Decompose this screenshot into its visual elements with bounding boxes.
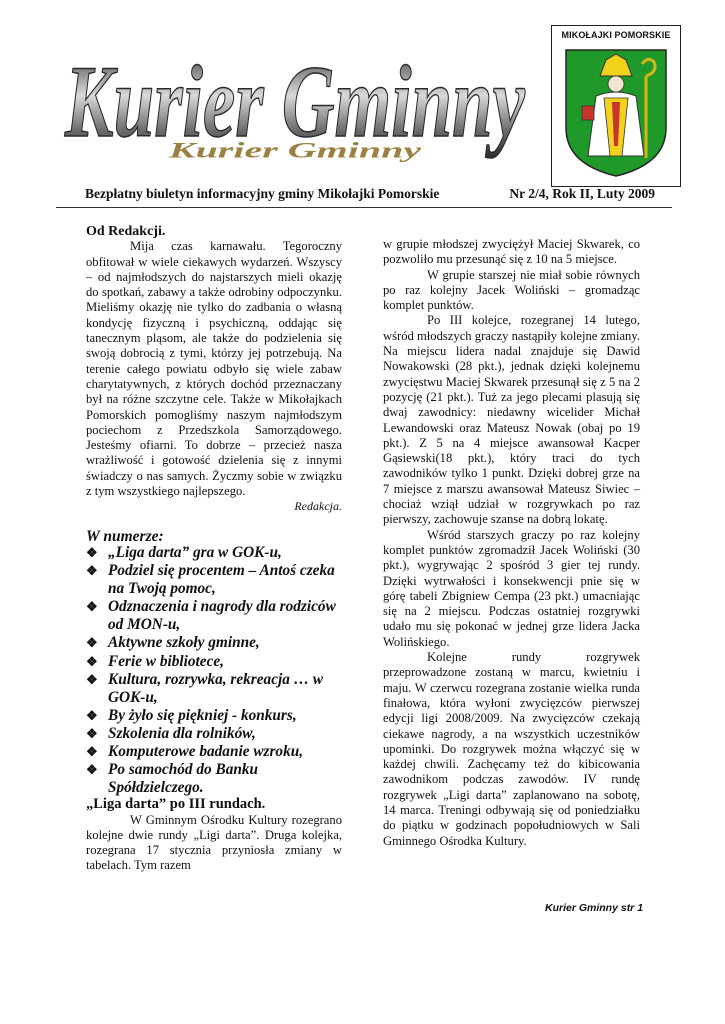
editorial-signature: Redakcja.	[294, 499, 342, 514]
diamond-bullet-icon: ❖	[86, 707, 98, 723]
contents-item-text: By żyło się piękniej - konkurs,	[108, 706, 297, 724]
right-column	[383, 237, 640, 849]
contents-item	[86, 562, 342, 598]
contents-item-text: Aktywne szkoły gminne,	[108, 634, 260, 652]
contents-item	[86, 671, 342, 707]
contents-item	[86, 743, 342, 761]
contents-item-text: Po samochód do Banku Spółdzielczego.	[108, 761, 259, 797]
masthead-subheader	[85, 186, 655, 206]
contents-item-text: Ferie w bibliotece,	[108, 652, 224, 670]
contents-item-text: Szkolenia dla rolników,	[108, 724, 256, 742]
article-paragraph-4: Po III kolejce, rozegranej 14 lutego, wśród młodszych graczy nastąpiły kolejne zmiany. Na miejscu lidera nadal znajduje się Dawid Nowakowski (28 pkt.), jednak dzięki kolejnemu zwycięstwu Maciej Skwarek przesunął się z 5 na 2 pozycję (21 pkt.). Tuż za jego plecami plasują się dwaj zawodnicy: niedawny wicelider Michał Lewandowski oraz Mateusz Nowak (obaj po 19 pkt.). Z 5 na 4 miejsce awansował Kacper Gąsiewski(18 pkt.), który traci do tych zawodników tylko 1 punkt. Dzięki dobrej grze na 7 miejsce z marszu awansował Mateusz Siwiec – chociaż wziął udział w rozgrywkach po raz pierwszy, zachowuje szanse na dobrą lokatę.	[383, 313, 640, 527]
article-paragraph-3: W grupie starszej nie miał sobie równych po raz kolejny Jacek Woliński – gromadząc komplet punktów.	[383, 267, 640, 313]
contents-list	[86, 544, 342, 797]
contents-item-text: „Liga darta” gra w GOK-u,	[108, 543, 282, 561]
masthead-title: Kurier Gminny	[64, 43, 526, 159]
diamond-bullet-icon: ❖	[86, 725, 98, 741]
diamond-bullet-icon: ❖	[86, 544, 98, 560]
header-divider	[56, 207, 672, 208]
article-paragraph-1: W Gminnym Ośrodku Kultury rozegrano kolejne dwie rundy „Ligi darta”. Druga kolejka, rozegrana 17 stycznia przyniosła zmiany w tabelach. Tym razem	[86, 812, 342, 873]
contents-item	[86, 598, 342, 634]
issue-info: Nr 2/4, Rok II, Luty 2009	[509, 186, 655, 201]
article-paragraph-6: Kolejne rundy rozgrywek przeprowadzone zostaną w marcu, kwietniu i maju. W czerwcu rozegrana zostanie wielka runda finałowa, która wyłoni zwycięzców pierwszej edycji ligi 2008/2009. Na zwycięzców czekają ciekawe nagrody, a na wszystkich uczestników upominki. Do rozgrywek można włączyć się w każdej chwili. Zachęcamy też do kibicowania zawodnikom podczas zawodów. IV rundę rozgrywek „Ligi darta” zaplanowano na sobotę, 14 marca. Treningi odbywają się od poniedziałku do piątku w godzinach popołudniowych w Sali Gminnego Ośrodka Kultury.	[383, 650, 640, 848]
contents-item	[86, 544, 342, 562]
diamond-bullet-icon: ❖	[86, 653, 98, 669]
article-heading: „Liga darta” po III rundach.	[86, 796, 266, 813]
contents-heading: W numerze:	[86, 527, 164, 545]
contents-item	[86, 725, 342, 743]
crest-label: MIKOŁAJKI POMORSKIE	[561, 30, 671, 40]
contents-item	[86, 707, 342, 725]
municipality-crest	[551, 25, 681, 187]
contents-item-text: Podziel się procentem – Antoś czeka na Twoją pomoc,	[108, 562, 335, 598]
contents-item	[86, 761, 342, 797]
article-paragraph-5: Wśród starszych graczy po raz kolejny komplet punktów zgromadził Jacek Woliński (30 pkt.), wygrywając 2 spośród 3 gier tej rundy. Dzięki wytrwałości i konsekwencji pnie się w górę tabeli Zbigniew Cempa (23 pkt.) umacniając się na 2 miejscu. Podczas ostatniej rozgrywki udało mu się pokonać w jednej grze lidera Jacka Wolińskiego.	[383, 527, 640, 649]
newsletter-subtitle: Bezpłatny biuletyn informacyjny gminy Mikołajki Pomorskie	[85, 186, 440, 201]
contents-item-text: Komputerowe badanie wzroku,	[108, 742, 304, 760]
page-footer: Kurier Gminny str 1	[545, 902, 644, 914]
contents-item-text: Kultura, rozrywka, rekreacja … w GOK-u,	[108, 670, 324, 706]
diamond-bullet-icon: ❖	[86, 671, 98, 687]
diamond-bullet-icon: ❖	[86, 563, 98, 579]
article-paragraph-2: w grupie młodszej zwyciężył Maciej Skwarek, co pozwoliło mu przesunąć się z 10 na 5 miejsce.	[383, 237, 640, 267]
contents-item	[86, 634, 342, 652]
editorial-body: Mija czas karnawału. Tegoroczny obfitował w wiele ciekawych wydarzeń. Wszyscy – od najmłodszych do najstarszych mieli okazję do spotkań, zabawy a także odrobiny odpoczynku. Mieliśmy okazję nie tylko do zadbania o własną kondycję fizyczną i psychiczną, oddając się tanecznym pląsom, ale także do podzielenia się swoją dobrocią z tymi, którzy jej potrzebują. Na terenie całego powiatu odbyło się wiele zabaw charytatywnych, z których dochód przeznaczany był na różne szczytne cele. Także w Mikołajkach Pomorskich pomogliśmy naszym najmłodszym pociechom z Przedszkola Samorządowego. Jesteśmy ofiarni. To dobrze – przecież nasza wrażliwość i gotowość dzielenia się z innymi świadczy o nas samych. Życzmy sobie w związku z tym wszystkiego najlepszego.	[86, 239, 342, 499]
crest-shield-icon	[562, 46, 670, 180]
masthead-title-reflection: Kurier Gminny	[168, 137, 422, 163]
diamond-bullet-icon: ❖	[86, 635, 98, 651]
contents-item	[86, 653, 342, 671]
diamond-bullet-icon: ❖	[86, 762, 98, 778]
left-column	[86, 224, 342, 874]
masthead-logo	[55, 40, 535, 180]
editorial-heading: Od Redakcji.	[86, 224, 166, 239]
diamond-bullet-icon: ❖	[86, 599, 98, 615]
diamond-bullet-icon: ❖	[86, 743, 98, 759]
contents-item-text: Odznaczenia i nagrody dla rodziców od MON-u,	[108, 598, 336, 634]
